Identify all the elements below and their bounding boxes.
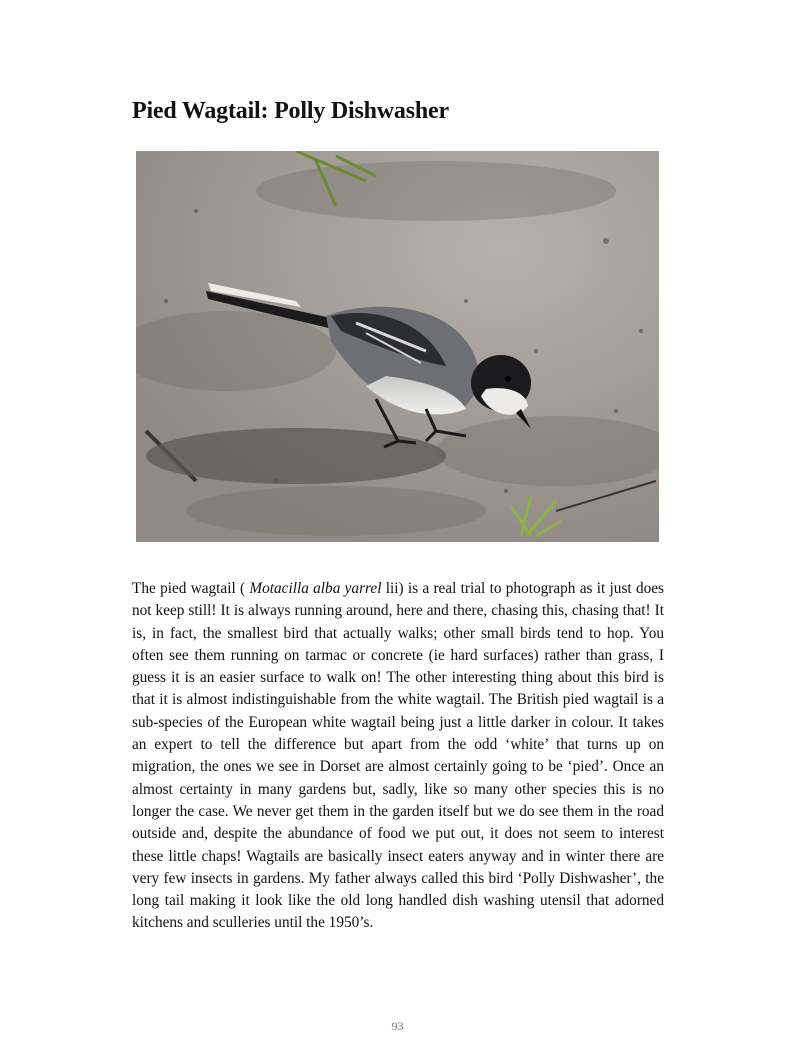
species-name: Motacilla alba yarrel <box>249 580 382 597</box>
page-number: 93 <box>391 1019 404 1033</box>
page-title: Pied Wagtail: Polly Dishwasher <box>132 98 449 124</box>
paragraph-intro: The pied wagtail ( <box>132 580 250 597</box>
article-paragraph <box>132 578 664 935</box>
wagtail-photo <box>136 151 659 542</box>
bird-shadow <box>146 428 446 484</box>
paragraph-body: lii) is a real trial to photograph as it just does not keep still! It is always running around, here and there, chasing this, chasing that! It is, in fact, the smallest bird that actually walks; other small birds tend to hop. You often see them running on tarmac or concrete (ie hard surfaces) rather than grass, I guess it is an easier surface to walk on! The other interesting thing about this bird is that it is almost indistinguishable from the white wagtail. The British pied wagtail is a sub-species of the European white wagtail being just a little darker in colour. It takes an expert to tell the difference but apart from the odd ‘white’ that turns up on migration, the ones we see in Dorset are almost certainly going to be ‘pied’. Once an almost certainty in many gardens but, sadly, like so many other species this is no longer the case. We never get them in the garden itself but we do see them in the road outside and, despite the abundance of food we put out, it does not seem to interest these little chaps! Wagtails are basically insect eaters anyway and in winter there are very few insects in gardens. My father always called this bird ‘Polly Dishwasher’, the long tail making it look like the old long handled dish washing utensil that adorned kitchens and sculleries until the 1950’s. <box>132 580 664 932</box>
wagtail-illustration <box>136 151 659 542</box>
